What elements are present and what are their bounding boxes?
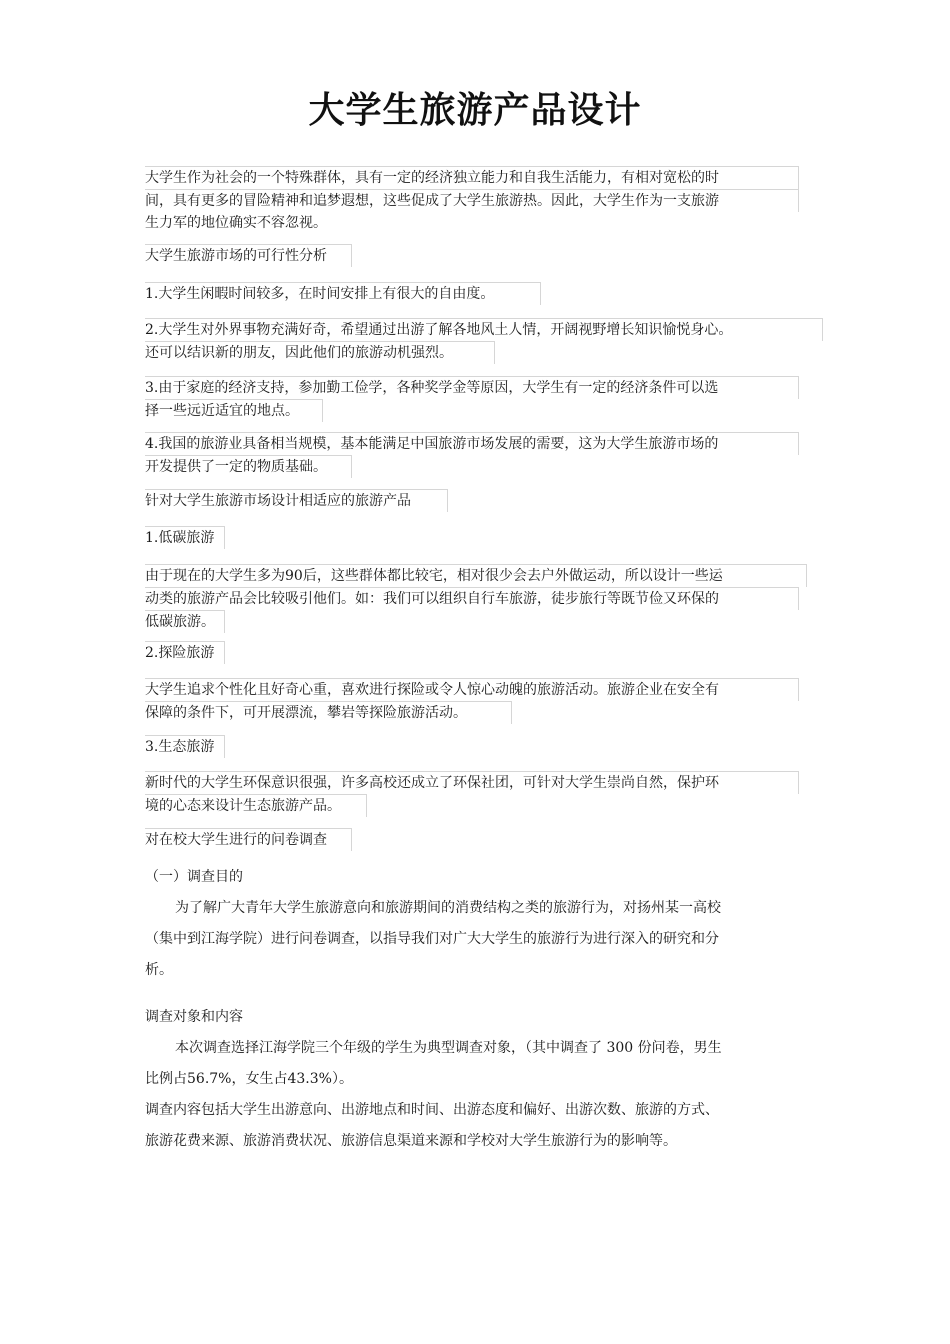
- text-line: 动类的旅游产品会比较吸引他们。如：我们可以组织自行车旅游，徒步旅行等既节俭又环保的: [145, 587, 799, 610]
- text-line: （集中到江海学院）进行问卷调查，以指导我们对广大大学生的旅游行为进行深入的研究和分: [145, 931, 719, 947]
- text-line: 开发提供了一定的物质基础。: [145, 455, 352, 478]
- feasibility-point-1: 1.大学生闲暇时间较多，在时间安排上有很大的自由度。: [145, 282, 541, 305]
- text-line: 2.大学生对外界事物充满好奇，希望通过出游了解各地风土人情，开阔视野增长知识愉悦身心。: [145, 318, 823, 341]
- survey-purpose-body: [145, 893, 721, 986]
- text-line: 还可以结识新的朋友，因此他们的旅游动机强烈。: [145, 341, 495, 364]
- text-line: 大学生作为社会的一个特殊群体，具有一定的经济独立能力和自我生活能力，有相对宽松的时: [145, 166, 799, 189]
- text-line: 调查内容包括大学生出游意向、出游地点和时间、出游态度和偏好、出游次数、旅游的方式、: [145, 1102, 719, 1118]
- text-line: 3.由于家庭的经济支持，参加勤工俭学，各种奖学金等原因，大学生有一定的经济条件可以选: [145, 376, 799, 399]
- text-line: 本次调查选择江海学院三个年级的学生为典型调查对象，（其中调查了 300 份问卷，男生: [175, 1040, 722, 1056]
- survey-target-body: [145, 1033, 722, 1157]
- product-2-title: 2.探险旅游: [145, 641, 225, 664]
- feasibility-point-3: [145, 376, 799, 422]
- survey-target-title: 调查对象和内容: [145, 1009, 243, 1025]
- text-line: 保障的条件下，可开展漂流，攀岩等探险旅游活动。: [145, 701, 512, 724]
- text-line: 比例占56.7%，女生占43.3%）。: [145, 1071, 353, 1087]
- text-line: 析。: [145, 962, 173, 978]
- text-line: 间，具有更多的冒险精神和追梦遐想，这些促成了大学生旅游热。因此，大学生作为一支旅游: [145, 189, 799, 212]
- product-1-body: [145, 564, 807, 633]
- survey-purpose-title: （一）调查目的: [145, 869, 243, 885]
- text-line: 旅游花费来源、旅游消费状况、旅游信息渠道来源和学校对大学生旅游行为的影响等。: [145, 1133, 677, 1149]
- feasibility-point-2: [145, 318, 823, 364]
- section-heading-feasibility: 大学生旅游市场的可行性分析: [145, 244, 352, 267]
- text-line: 低碳旅游。: [145, 610, 225, 633]
- feasibility-point-4: [145, 432, 799, 478]
- section-heading-products: 针对大学生旅游市场设计相适应的旅游产品: [145, 489, 448, 512]
- product-3-body: [145, 771, 799, 817]
- text-line: 为了解广大青年大学生旅游意向和旅游期间的消费结构之类的旅游行为，对扬州某一高校: [175, 900, 721, 916]
- intro-paragraph: [145, 166, 799, 234]
- product-3-title: 3.生态旅游: [145, 735, 225, 758]
- document-title: 大学生旅游产品设计: [308, 90, 642, 131]
- text-line: 4.我国的旅游业具备相当规模，基本能满足中国旅游市场发展的需要，这为大学生旅游市场的: [145, 432, 799, 455]
- text-line: 生力军的地位确实不容忽视。: [145, 215, 327, 231]
- text-line: 大学生追求个性化且好奇心重，喜欢进行探险或令人惊心动魄的旅游活动。旅游企业在安全有: [145, 678, 799, 701]
- product-1-title: 1.低碳旅游: [145, 526, 225, 549]
- section-heading-survey: 对在校大学生进行的问卷调查: [145, 828, 352, 851]
- text-line: 由于现在的大学生多为90后，这些群体都比较宅，相对很少会去户外做运动，所以设计一些运: [145, 564, 807, 587]
- text-line: 境的心态来设计生态旅游产品。: [145, 794, 367, 817]
- text-line: 择一些远近适宜的地点。: [145, 399, 323, 422]
- text-line: 新时代的大学生环保意识很强，许多高校还成立了环保社团，可针对大学生崇尚自然，保护环: [145, 771, 799, 794]
- product-2-body: [145, 678, 799, 724]
